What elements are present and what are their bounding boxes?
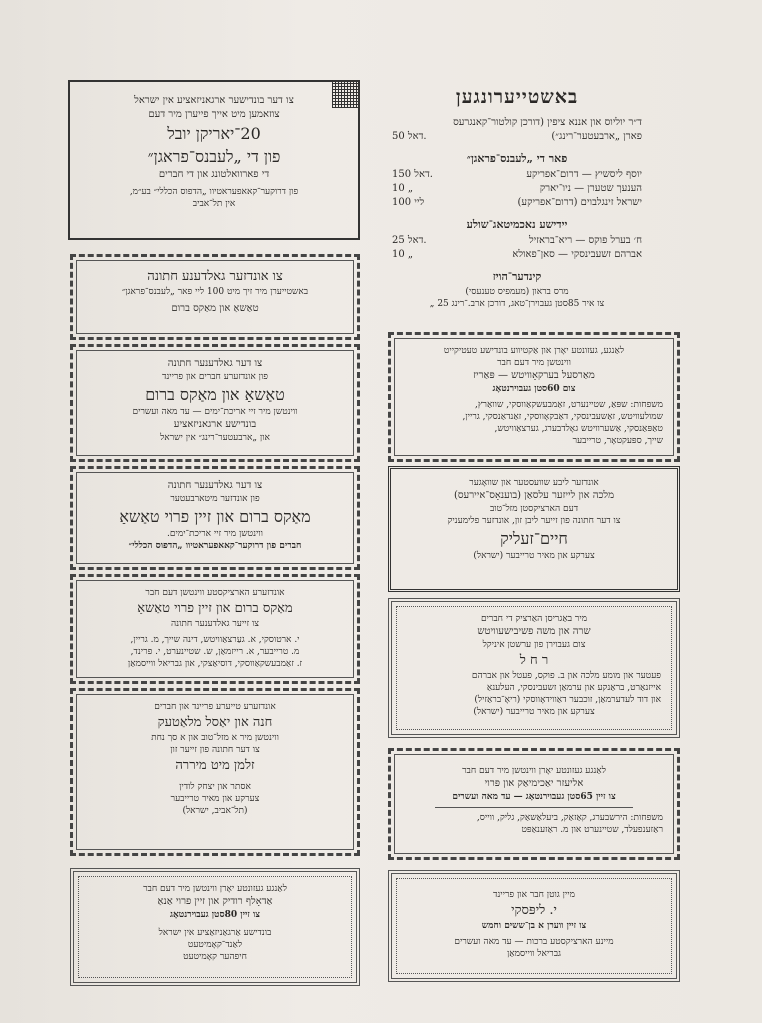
contribution-amount: 100 ליי: [392, 197, 425, 208]
greeting-signature: אייזנאַרט, בראַנקע און ערמאַן זשעבינסקי, העלענאַ: [486, 683, 661, 693]
greeting-headline: טאַשאַ און מאַקס ברום: [145, 385, 285, 404]
greeting-signature: טאַשאַ און מאַקס ברום: [171, 303, 259, 314]
greeting-line: אונדזער ליבע שוועסטער און שוואָגער: [469, 478, 599, 488]
greeting-signature: און „ארבעטער־רינג״ אין ישראל: [160, 433, 270, 443]
greeting-headline: חיים־זעליק: [500, 529, 568, 548]
greeting-signature: גבריאל ווייסמאַן: [506, 949, 562, 959]
greeting-box-birthday-65: [388, 748, 680, 860]
greeting-signature: לאַנד־קאָמיטעט: [187, 940, 243, 950]
greeting-box-golden-wedding-4: [70, 574, 360, 684]
greeting-box-golden-wedding-3: [70, 466, 360, 570]
contributor-name: הענעך שטערן — ניו־יארק: [539, 183, 642, 194]
greeting-signature: משפחות: שפּאַ, שטיינערט, זאַמבעשקאַווסקי, שוואַרץ,: [474, 400, 663, 410]
greeting-signature: משפחות: הירשבערג, קאַזאַק, ביעלאַשאַק, גליק, ווייס,: [476, 813, 663, 823]
greeting-headline: מאַקס ברום און זיין פרוי טאַשאַ: [119, 507, 311, 526]
greeting-line: צו זיין 65סטן געבוירנטאָג — עד מאה ועשרים: [452, 792, 616, 802]
greeting-line: צו דער גאלדענער חתונה: [167, 358, 263, 369]
greeting-line: צום געבוירן פון ערשטן איניקל: [482, 640, 586, 650]
greeting-headline: 20־יאריקן יובל: [167, 124, 261, 143]
greeting-line: צו דער גאלדענער חתונה: [167, 480, 263, 491]
greeting-headline: זלמן מיט מיררה: [175, 758, 255, 773]
greeting-line: אונדזערע טייערע פריינד און חברים: [154, 702, 276, 712]
greeting-signature: בונדישע אַרגאַניזאַציע אין ישראל: [158, 928, 272, 938]
greeting-line: מיין גוטן חבר און פריינד: [493, 890, 575, 900]
greeting-line: אונדזערע הארציקסטע ווינטשן דעם חבר: [145, 588, 285, 598]
greeting-signature: צערקע און מאיר טרייבער (ישראל): [473, 551, 595, 561]
contribution-row: [392, 182, 642, 196]
subsection-heading: יידישע נאכמיטאג־שולע: [466, 218, 568, 231]
greeting-headline: ר ח ל: [519, 653, 549, 668]
contribution-list: [392, 168, 642, 210]
greeting-signature: ז. זאַמבעשקאַווסקי, דוסיאַצקי, און גבריאל ווייסמאַן: [127, 659, 303, 669]
greeting-headline: אַדאָלף רודיק און זיין פרוי אַנאַ: [157, 896, 273, 907]
subsection-heading: פאר די „לעבנס־פראגן״: [466, 152, 568, 165]
contribution-row: [392, 234, 642, 248]
greeting-line: צו זייער גאלדענער חתונה: [170, 619, 259, 629]
greeting-signature: צערקע און מאיר טרייבער: [170, 794, 260, 804]
contribution-amount: 10 „: [392, 249, 414, 260]
greeting-line: צו דער בונדישער ארגאניזאציע אין ישראל: [134, 95, 294, 106]
greeting-box-lipski: [388, 870, 680, 982]
greeting-line: באשטייערן מיר זיך מיט 100 ליי פאר „לעבנס־פראגן״: [121, 287, 309, 297]
contributor-name: צו איר 85סטן געבוירן־טאג, דורכן ארב.־רינג 25 „: [429, 299, 605, 309]
greeting-line: צוזאמען מיט אייך פייערן מיר דעם: [148, 109, 280, 120]
greeting-line: צו דער חתונה פון זייער ליבן זון, אונדזער פלימעניק: [447, 516, 621, 526]
greeting-line: ווינטשן מיר זיי אריכת־ימים — עד מאה ועשרים: [132, 407, 298, 417]
greeting-box-jubilee: [68, 80, 360, 240]
greeting-signature: י. ארטוסקי, א. געַרצאַוויטש, דינה שייך, מ. גריין,: [130, 635, 300, 645]
contribution-row: [392, 130, 642, 144]
greeting-signature: צערקע און מאיר טרייבער (ישראל): [473, 707, 595, 717]
greeting-line: צו אונדזער גאלדענע חתונה: [147, 269, 283, 284]
greeting-signature: און דוד לעדערמאַן, זוכבער דאַווידאָווסקי (ריאָ־בראַזיל): [474, 695, 661, 705]
greeting-signature: אסתר און יצחק לודין: [179, 782, 251, 792]
contribution-list: [392, 234, 642, 262]
contributor-name: מרס בראון (מעמפיס טענעסי): [465, 287, 569, 297]
greeting-line: פון אונדזערע חברים און פריינד: [161, 372, 268, 382]
greeting-box-birthday-80: [70, 868, 360, 986]
greeting-line: צום 60סטן געבוירנטאָג: [492, 384, 576, 394]
greeting-line: מיינע הארציקסטע ברכות — עד מאה ועשרים: [454, 937, 614, 947]
greeting-signature: שייך, ספּעקטאָר, טרייבער: [572, 436, 663, 446]
greeting-box-golden-wedding-2: [70, 344, 360, 462]
greeting-headline: שרה און משה פשיבישעוויטש: [477, 626, 591, 637]
greeting-line: צו זיין ווערן א בן־ששים וחמש: [481, 921, 587, 931]
greeting-signature: (תל־אביב, ישראל): [182, 806, 248, 816]
greeting-box-wedding: [70, 688, 360, 856]
greeting-box-grandchild: [388, 598, 680, 738]
greeting-line: לאַנגע געזונטע יאָרן ווינטשן מיר דעם חבר: [143, 884, 287, 894]
subsection-heading: קינדער־הויז: [492, 270, 542, 283]
greeting-signature: פעטער און מומע מלכה און ב. פוקס, פעטל און אברהם: [471, 671, 661, 681]
greeting-headline: י. ליפּסקי: [511, 903, 557, 918]
contribution-row: [392, 248, 642, 262]
contribution-amount: 50 דאל.: [392, 131, 427, 142]
greeting-signature: טאַפּאַנסקי, אַשערוויטש גאָלדבערג, גערצאַוויטש,: [494, 424, 663, 434]
greeting-line: צו דער חתונה פון זייער זון: [170, 745, 260, 755]
divider: [435, 807, 633, 808]
greeting-line: ווינטשן מיר זיי אריכת־ימים.: [167, 529, 263, 539]
greeting-signature: ראַזענפעלד, שטיינערט און מ. ראַזענאַפּט: [521, 825, 663, 835]
contributor-name: ישראל זינגלבוים (דרום־אפריקע): [517, 197, 642, 208]
greeting-signature: חיפהער קאָמיטעט: [183, 952, 247, 962]
greeting-signature: פון דרוקער־קאאפעראטיוו „הדפוס הכללי״ בע״מ,: [129, 187, 299, 197]
greeting-line: צו זיין 80סטן געבוירנטאָג: [170, 910, 260, 920]
greeting-signature: אין תל־אביב: [192, 199, 236, 209]
greeting-line: מיר באַגריסן האַרציק די חברים: [480, 614, 588, 624]
greeting-line: דעם הארציקסטן מזל־טוב: [489, 504, 579, 514]
corner-ornament: [332, 82, 358, 108]
greeting-line: ווינטשן מיר א מזל־טוב און א סך נחת: [151, 733, 279, 743]
contribution-amount: 150 דאל.: [392, 169, 433, 180]
greeting-headline: מאַרסעל בערקאָוויטש — פּאַריז: [473, 370, 595, 381]
contribution-row: [392, 196, 642, 210]
greeting-line: די פארוואלטונג און די חברים: [158, 169, 270, 180]
greeting-signature: חברים פון דרוקער־קאאפעראטיוו „הדפוס הכללי״: [128, 541, 302, 551]
greeting-headline: פון די „לעבנס־פראגן״: [147, 147, 281, 166]
greeting-line: לאַנגע געזונטע יאָרן ווינטשן מיר דעם חבר: [462, 766, 606, 776]
contribution-row: [392, 168, 642, 182]
greeting-headline: אליעזר יאַכימיאַק און פּרוי: [484, 778, 584, 789]
contributions-section: [392, 84, 642, 324]
contributor-name: ד״ר יוליוס און אננא ציפין (דורכן קולטור־קאנגרעס: [453, 117, 642, 128]
greeting-signature: שמולעוויטש, זאַשעבינסקי, דאַבקאָווסקי, זאַנדאַנסקי, גריין,: [462, 412, 663, 422]
contribution-row: [392, 116, 642, 130]
greeting-box-nephew-wedding: [388, 466, 680, 592]
contributor-name: ח׳ בערל פוקס — ריא־בראזיל: [528, 235, 642, 246]
greeting-line: לאַנגע, געזונטע יאָרן און אַקטיווע בונדישע טעטיקייט: [443, 346, 625, 356]
contributor-name: אברהם זשעבינסקי — סאן־פאולא: [512, 249, 642, 260]
greeting-headline: מאַקס ברום און זיין פרוי טאַשאַ: [137, 601, 293, 616]
greeting-signature: מ. טרייבער, א. רייזמאַן, ש. שטיינערט, י. פרינד,: [130, 647, 300, 657]
section-title: באשטייערונגען: [455, 86, 579, 108]
greeting-headline: מלכה און לייזער עלסאַן (בוענאָס־איירעס): [453, 490, 615, 501]
greeting-line: ווינטשן מיר דעם חבר: [497, 358, 571, 368]
contribution-amount: 10 „: [392, 183, 414, 194]
contribution-amount: 25 דאל.: [392, 235, 427, 246]
greeting-box-birthday-60: [388, 332, 680, 462]
greeting-headline: חנה און יאַסל מלאַטעק: [157, 715, 273, 730]
greeting-box-golden-wedding-1: [70, 254, 360, 340]
contributor-name: פארן „ארבעטער־רינג״): [551, 131, 642, 142]
greeting-line: פון אונדזער מיטארבעטער: [170, 494, 260, 504]
greeting-signature: בונדישע ארגאניזאציע: [173, 419, 257, 430]
contributor-name: יוסף ליסשיץ — דרום־אפריקע: [526, 169, 642, 180]
